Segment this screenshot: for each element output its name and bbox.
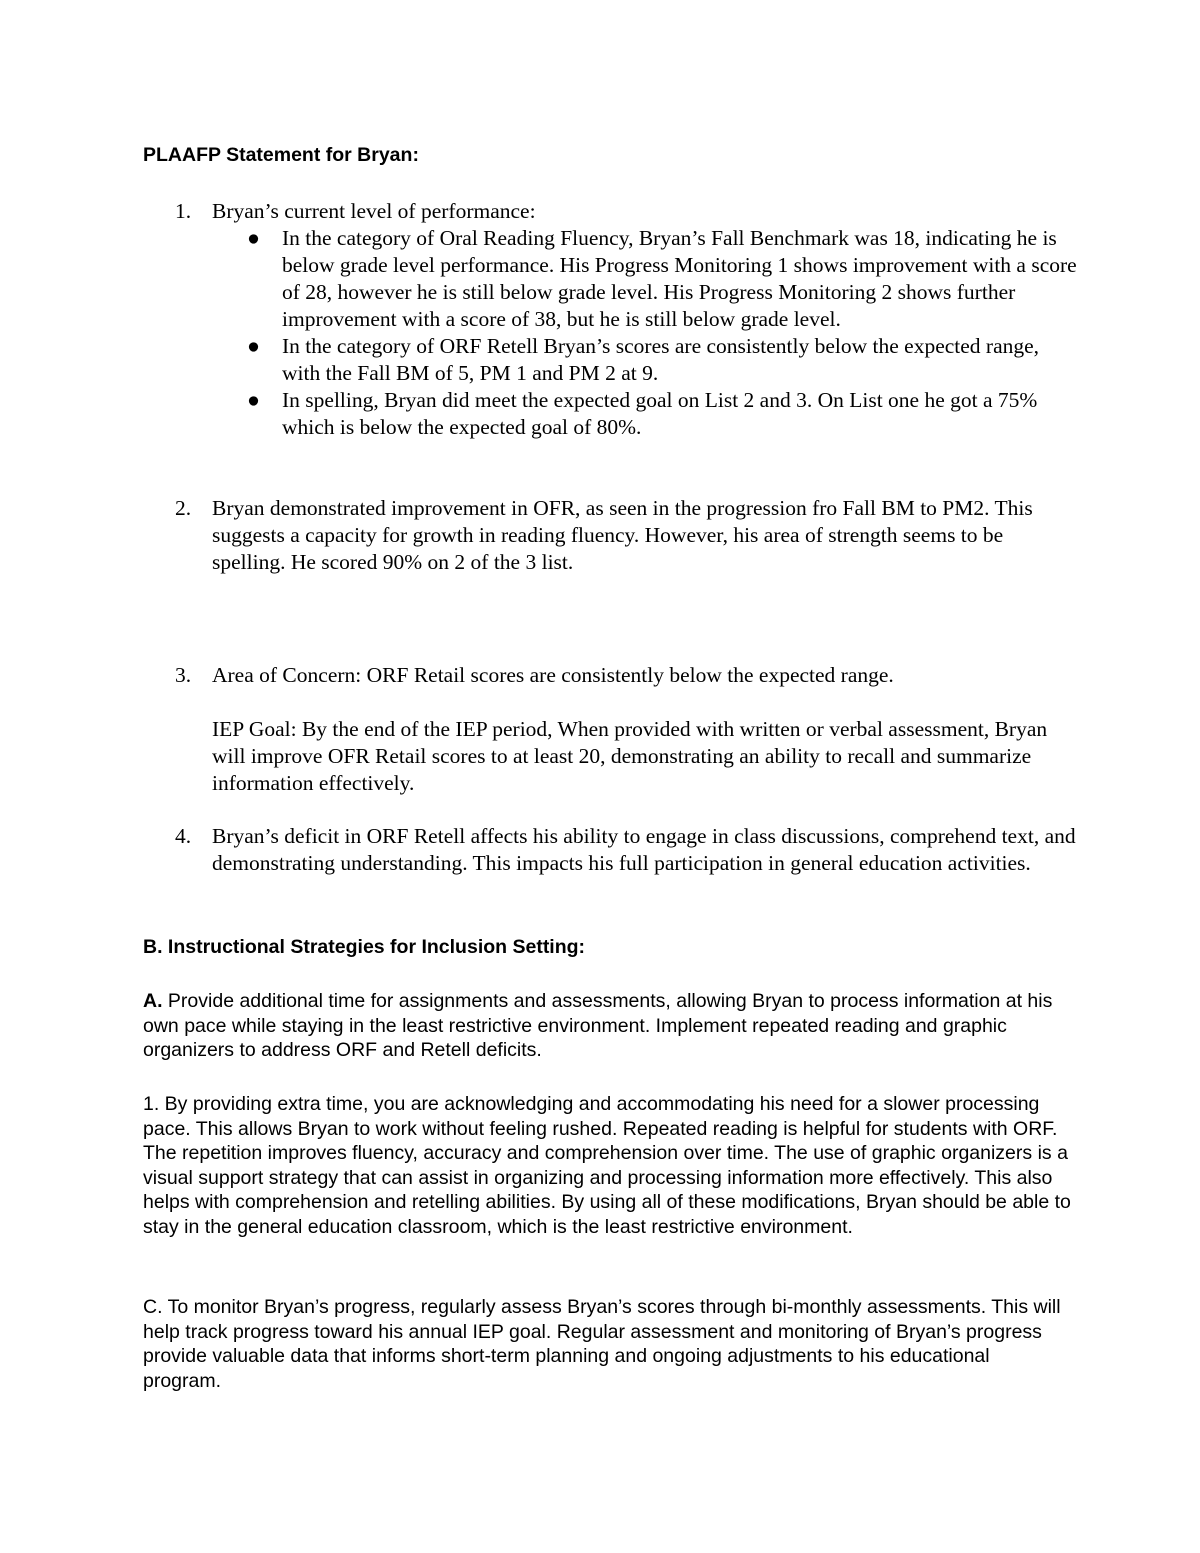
- item-3-text: Area of Concern: ORF Retail scores are consistently below the expected range.: [212, 663, 894, 687]
- bullet-icon: ●: [247, 334, 260, 358]
- plaafp-item-2: [175, 495, 1080, 576]
- plaafp-title: PLAAFP Statement for Bryan:: [143, 144, 419, 166]
- plaafp-item-1: [175, 198, 1080, 441]
- strategy-a-text: Provide additional time for assignments and assessments, allowing Bryan to process information at his own pace while staying in the least restrictive environment. Implement repeated reading and graphic organizers to address ORF and Retell deficits.: [143, 990, 1053, 1061]
- plaafp-item-3: [175, 662, 1080, 689]
- bullet-text: In the category of Oral Reading Fluency, Bryan’s Fall Benchmark was 18, indicating he is below grade level performance. His Progress Monitoring 1 shows improvement with a score of 28, however he is still below grade level. His Progress Monitoring 2 shows further improvement with a score of 38, but he is still below grade level.: [282, 226, 1077, 331]
- item-2-number: 2.: [175, 496, 192, 520]
- bullet-item: [212, 225, 1080, 333]
- item-3-number: 3.: [175, 663, 192, 687]
- bullet-icon: ●: [247, 226, 260, 250]
- plaafp-item-4: [175, 823, 1080, 877]
- bullet-item: [212, 333, 1080, 387]
- bullet-icon: ●: [247, 388, 260, 412]
- strategy-1-paragraph: 1. By providing extra time, you are acknowledging and accommodating his need for a slower processing pace. This allows Bryan to work without feeling rushed. Repeated reading is helpful for students with ORF. The repetition improves fluency, accuracy and comprehension over time. The use of graphic organizers is a visual support strategy that can assist in organizing and processing information more effectively. This also helps with comprehension and retelling abilities. By using all of these modifications, Bryan should be able to stay in the general education classroom, which is the least restrictive environment.: [143, 1093, 1071, 1238]
- bullet-text: In spelling, Bryan did meet the expected goal on List 2 and 3. On List one he got a 75% which is below the expected goal of 80%.: [282, 388, 1038, 439]
- bullet-item: [212, 387, 1080, 441]
- bullet-text: In the category of ORF Retell Bryan’s scores are consistently below the expected range, with the Fall BM of 5, PM 1 and PM 2 at 9.: [282, 334, 1040, 385]
- item-4-text: Bryan’s deficit in ORF Retell affects his ability to engage in class discussions, comprehend text, and demonstrating understanding. This impacts his full participation in general education activities.: [212, 824, 1076, 875]
- strategy-a-paragraph: [143, 989, 1073, 1063]
- iep-goal: IEP Goal: By the end of the IEP period, When provided with written or verbal assessment, Bryan will improve OFR Retail scores to at least 20, demonstrating an ability to recall and summarize information effectively.: [212, 717, 1048, 795]
- section-b-title: B. Instructional Strategies for Inclusion Setting:: [143, 936, 586, 958]
- item-1-number: 1.: [175, 199, 192, 223]
- item-1-heading: Bryan’s current level of performance:: [212, 199, 536, 223]
- strategy-c-paragraph: C. To monitor Bryan’s progress, regularly assess Bryan’s scores through bi-monthly assessments. This will help track progress toward his annual IEP goal. Regular assessment and monitoring of Bryan’s progress provide valuable data that informs short-term planning and ongoing adjustments to his educational program.: [143, 1296, 1061, 1392]
- item-2-text: Bryan demonstrated improvement in OFR, as seen in the progression fro Fall BM to PM2. This suggests a capacity for growth in reading fluency. However, his area of strength seems to be spelling. He scored 90% on 2 of the 3 list.: [212, 496, 1033, 574]
- item-1-body: [212, 198, 1080, 441]
- item-4-number: 4.: [175, 824, 192, 848]
- strategy-a-label: A.: [143, 990, 163, 1012]
- item-1-bullet-list: [212, 225, 1080, 441]
